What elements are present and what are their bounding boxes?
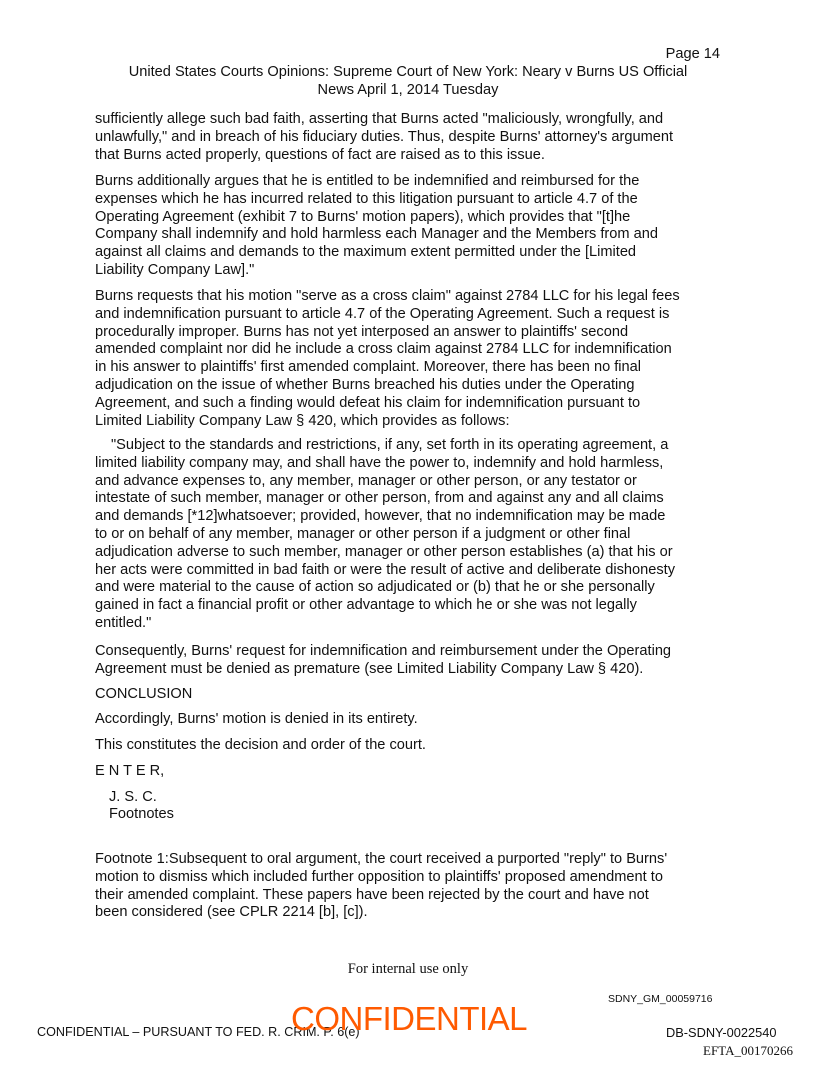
- text-line: intestate of such member, manager or other person, from and against any and all claims: [95, 490, 664, 507]
- text-line: against all claims and demands to the maximum extent permitted under the [Limited: [95, 244, 637, 261]
- text-line: unlawfully," and in breach of his fiduciary duties. Thus, despite Burns' attorney's argument: [95, 128, 674, 145]
- conclusion-heading: CONCLUSION: [95, 686, 193, 702]
- text-line: amended complaint nor did he include a cross claim against 2784 LLC for indemnification: [95, 341, 672, 358]
- text-line: Liability Company Law].": [95, 261, 255, 278]
- document-title: United States Courts Opinions: Supreme Court of New York: Neary v Burns US Official News April 1, 2014 Tuesday: [128, 64, 688, 98]
- text-line: gained in fact a financial profit or other advantage to which he or she was not legally: [95, 597, 637, 614]
- text-line: and advance expenses to, any member, manager or other person, or any testator or: [95, 472, 637, 489]
- text-line: Agreement, and such a finding would defeat his claim for indemnification pursuant to: [95, 394, 641, 411]
- text-line: Company shall indemnify and hold harmless each Manager and the Members from and: [95, 226, 658, 243]
- bates-number-sdny-gm: SDNY_GM_00059716: [608, 993, 713, 1005]
- text-line: limited liability company may, and shall have the power to, indemnify and hold harmless,: [95, 454, 664, 471]
- text-line: adjudication adverse to such member, manager or other person establishes (a) that his or: [95, 543, 673, 560]
- text-line: Burns additionally argues that he is entitled to be indemnified and reimbursed for the: [95, 173, 640, 189]
- text-line: Footnote 1:Subsequent to oral argument, the court received a purported "reply" to Burns': [95, 851, 668, 867]
- text-line: Agreement must be denied as premature (see Limited Liability Company Law § 420).: [95, 660, 644, 677]
- text-line: been considered (see CPLR 2214 [b], [c]).: [95, 904, 368, 921]
- text-line: to or on behalf of any member, manager or other person if a judgment or other final: [95, 525, 631, 542]
- enter-line: E N T E R,: [95, 763, 165, 779]
- paragraph: [95, 643, 735, 679]
- text-line: Operating Agreement (exhibit 7 to Burns' motion papers), which provides that "[t]he: [95, 208, 631, 225]
- text-line: adjudication on the issue of whether Burns breached his duties under the Operating: [95, 376, 635, 393]
- paragraph: [95, 288, 735, 430]
- text-line: her acts were committed in bad faith or were the result of active and deliberate dishonesty: [95, 561, 676, 578]
- text-line: motion to dismiss which included further opposition to plaintiffs' proposed amendment to: [95, 868, 663, 885]
- text-line: Burns requests that his motion "serve as a cross claim" against 2784 LLC for his legal fees: [95, 288, 680, 304]
- footnotes-heading: Footnotes: [109, 806, 174, 822]
- text-line: Limited Liability Company Law § 420, which provides as follows:: [95, 412, 510, 429]
- signature-jsc: J. S. C.: [109, 789, 157, 805]
- text-line: expenses which he has incurred related to this litigation pursuant to article 4.7 of the: [95, 190, 638, 207]
- text-line: their amended complaint. These papers have been rejected by the court and have not: [95, 886, 649, 903]
- text-line: Consequently, Burns' request for indemnification and reimbursement under the Operating: [95, 643, 672, 659]
- text-line: entitled.": [95, 614, 152, 631]
- internal-use-notice: For internal use only: [347, 961, 469, 977]
- paragraph: [95, 173, 735, 280]
- text-line: and indemnification pursuant to article 4.7 of the Operating Agreement. Such a request is: [95, 305, 670, 322]
- text-line: procedurally improper. Burns has not yet interposed an answer to plaintiffs' second: [95, 323, 629, 340]
- page-number: Page 14: [665, 46, 720, 62]
- block-quote: [95, 437, 735, 633]
- text-line: that Burns acted properly, questions of fact are raised as to this issue.: [95, 146, 545, 163]
- paragraph: Accordingly, Burns' motion is denied in its entirety.: [95, 711, 418, 727]
- paragraph: This constitutes the decision and order of the court.: [95, 737, 426, 753]
- paragraph: [95, 111, 735, 164]
- text-line: "Subject to the standards and restrictions, if any, set forth in its operating agreement, a: [111, 437, 669, 453]
- text-line: and demands [*12]whatsoever; provided, however, that no indemnification may be made: [95, 508, 666, 525]
- efta-number: EFTA_00170266: [703, 1043, 793, 1058]
- confidential-notice: CONFIDENTIAL – PURSUANT TO FED. R. CRIM. P. 6(e): [37, 1025, 360, 1039]
- confidential-watermark: CONFIDENTIAL: [291, 1000, 528, 1037]
- text-line: in his answer to plaintiffs' first amended complaint. Moreover, there has been no final: [95, 359, 642, 376]
- text-line: sufficiently allege such bad faith, asserting that Burns acted "maliciously, wrongfully, and: [95, 111, 664, 127]
- text-line: and were material to the cause of action so adjudicated or (b) that he or she personally: [95, 579, 655, 596]
- bates-number-db-sdny: DB-SDNY-0022540: [666, 1025, 777, 1040]
- footnote: [95, 851, 735, 922]
